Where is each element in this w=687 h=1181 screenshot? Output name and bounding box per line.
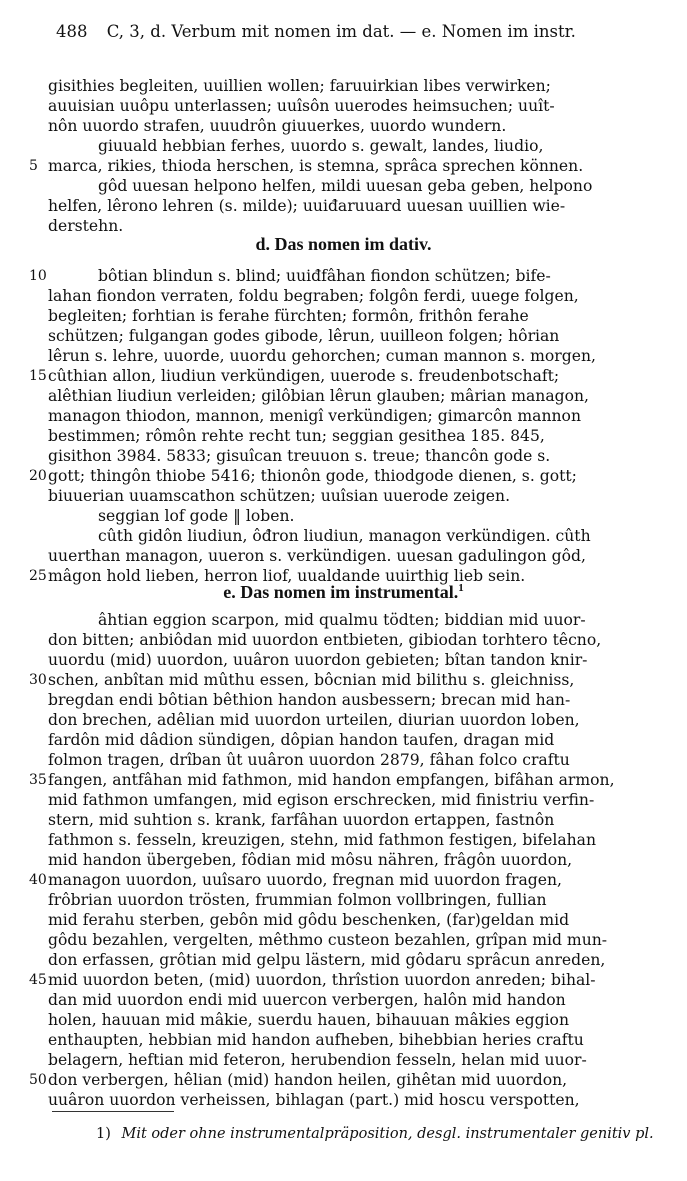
- line-text: gôd uuesan helpono helfen, mildi uuesan geba geben, helpono: [98, 177, 593, 195]
- line-text: mid uuordon beten, (mid) uuordon, thrîstion uuordon anreden; bihal-: [48, 971, 596, 989]
- line-number: 25: [29, 568, 47, 584]
- line-text: marca, rikies, thioda herschen, is stemna, sprâca sprechen können.: [48, 157, 584, 175]
- line-text: belagern, heftian mid feteron, herubendion fesseln, helan mid uuor-: [48, 1051, 587, 1069]
- text-line: [0, 156, 687, 176]
- footnote-rule: [52, 1111, 174, 1112]
- section-heading-dativ: d. Das nomen im dativ.: [255, 234, 432, 254]
- text-line: [0, 326, 687, 346]
- text-line: [0, 116, 687, 136]
- line-text: gisithies begleiten, uuillien wollen; faruuirkian libes verwirken;: [48, 77, 551, 95]
- line-text: mâgon hold lieben, herron liof, uualdande uuirthig lieb sein.: [48, 567, 526, 585]
- line-number: 20: [29, 468, 47, 484]
- line-text: derstehn.: [48, 217, 124, 235]
- line-number: 10: [29, 268, 47, 284]
- line-text: alêthian liudiun verleiden; gilôbian lêrun glauben; mârian managon,: [48, 387, 590, 405]
- text-line: [0, 96, 687, 116]
- text-line: [0, 850, 687, 870]
- line-text: frôbrian uuordon trösten, frummian folmon vollbringen, fullian: [48, 891, 547, 909]
- text-line: [0, 196, 687, 216]
- line-text: dan mid uuordon endi mid uuercon verbergen, halôn mid handon: [48, 991, 566, 1009]
- line-text: enthaupten, hebbian mid handon aufheben, bihebbian heries craftu: [48, 1031, 584, 1049]
- text-line: [0, 1050, 687, 1070]
- text-line: [0, 386, 687, 406]
- line-number: 35: [29, 772, 47, 788]
- text-line: [0, 406, 687, 426]
- line-text: uuâron uuordon verheissen, bihlagan (part.) mid hoscu verspotten,: [48, 1091, 580, 1109]
- line-number: 40: [29, 872, 47, 888]
- text-line: [0, 1030, 687, 1050]
- line-text: cûth gidôn liudiun, ôđron liudiun, managon verkündigen. cûth: [98, 527, 591, 545]
- section-heading-instrumental: e. Das nomen im instrumental.$^1$: [223, 582, 464, 602]
- text-line: [0, 750, 687, 770]
- running-header: [56, 22, 656, 46]
- line-number: 15: [29, 368, 47, 384]
- text-line: [0, 486, 687, 506]
- text-line: [0, 770, 687, 790]
- line-text: holen, hauuan mid mâkie, suerdu hauen, bihauuan mâkies eggion: [48, 1011, 569, 1029]
- footnote-text: Mit oder ohne instrumentalpräposition, desgl. instrumentaler genitiv pl.: [121, 1126, 654, 1142]
- line-text: managon thiodon, mannon, menigî verkündigen; gimarcôn mannon: [48, 407, 581, 425]
- text-line: [0, 176, 687, 196]
- footnote-reference: 1: [458, 582, 464, 594]
- text-line: [0, 466, 687, 486]
- text-line: [0, 1090, 687, 1110]
- text-line: [0, 76, 687, 96]
- line-text: gott; thingôn thiobe 5416; thionôn gode, thiodgode dienen, s. gott;: [48, 467, 577, 485]
- line-text: don erfassen, grôtian mid gelpu lästern, mid gôdaru sprâcun anreden,: [48, 951, 606, 969]
- text-line: [0, 216, 687, 236]
- text-line: [0, 506, 687, 526]
- line-text: bregdan endi bôtian bêthion handon ausbessern; brecan mid han-: [48, 691, 571, 709]
- line-text: uuordu (mid) uuordon, uuâron uuordon gebieten; bîtan tandon knir-: [48, 651, 588, 669]
- line-text: mid fathmon umfangen, mid egison erschrecken, mid finistriu verfin-: [48, 791, 595, 809]
- text-line: [0, 426, 687, 446]
- text-line: [0, 610, 687, 630]
- line-text: helfen, lêrono lehren (s. milde); uuiđaruuard uuesan uuillien wie-: [48, 197, 566, 215]
- line-text: fangen, antfâhan mid fathmon, mid handon empfangen, bifâhan armon,: [48, 771, 615, 789]
- text-line: [0, 346, 687, 366]
- running-title: C, 3, d. Verbum mit nomen im dat. — e. Nomen im instr.: [106, 22, 576, 41]
- line-text: schützen; fulgangan godes gibode, lêrun, uuilleon folgen; hôrian: [48, 327, 560, 345]
- line-text: mid ferahu sterben, gebôn mid gôdu beschenken, (far)geldan mid: [48, 911, 570, 929]
- text-line: [0, 790, 687, 810]
- line-text: stern, mid suhtion s. krank, farfâhan uuordon ertappen, fastnôn: [48, 811, 555, 829]
- text-line: [0, 546, 687, 566]
- text-line: [0, 1070, 687, 1090]
- text-line: [0, 970, 687, 990]
- footnote: [96, 1126, 654, 1142]
- line-text: nôn uuordo strafen, uuudrôn giuuerkes, uuordo wundern.: [48, 117, 507, 135]
- text-line: [0, 650, 687, 670]
- text-line: [0, 990, 687, 1010]
- text-line: [0, 366, 687, 386]
- line-text: cûthian allon, liudiun verkündigen, uuerode s. freudenbotschaft;: [48, 367, 560, 385]
- text-line: [0, 630, 687, 650]
- line-text: managon uuordon, uuîsaro uuordo, fregnan mid uuordon fragen,: [48, 871, 562, 889]
- text-line: [0, 446, 687, 466]
- text-line: [0, 890, 687, 910]
- text-line: [0, 930, 687, 950]
- text-line: [0, 306, 687, 326]
- text-line: [0, 526, 687, 546]
- text-line: [0, 266, 687, 286]
- line-number: 5: [29, 158, 38, 174]
- line-text: mid handon übergeben, fôdian mid môsu nähren, frâgôn uuordon,: [48, 851, 573, 869]
- text-line: [0, 670, 687, 690]
- line-text: don verbergen, hêlian (mid) handon heilen, gihêtan mid uuordon,: [48, 1071, 568, 1089]
- line-text: schen, anbîtan mid mûthu essen, bôcnian mid bilithu s. gleichniss,: [48, 671, 575, 689]
- text-line: [0, 1010, 687, 1030]
- text-line: [0, 286, 687, 306]
- page-number: 488: [56, 22, 88, 41]
- line-text: begleiten; forhtian is ferahe fürchten; formôn, frithôn ferahe: [48, 307, 529, 325]
- line-text: auuisian uuôpu unterlassen; uuîsôn uuerodes heimsuchen; uuît-: [48, 97, 555, 115]
- line-text: don bitten; anbiôdan mid uuordon entbieten, gibiodan torhtero têcno,: [48, 631, 602, 649]
- line-number: 50: [29, 1072, 47, 1088]
- text-line: [0, 810, 687, 830]
- line-text: biuuerian uuamscathon schützen; uuîsian uuerode zeigen.: [48, 487, 511, 505]
- text-line: [0, 690, 687, 710]
- line-text: bestimmen; rômôn rehte recht tun; seggian gesithea 185. 845,: [48, 427, 545, 445]
- text-line: [0, 710, 687, 730]
- text-line: [0, 830, 687, 850]
- line-text: don brechen, adêlian mid uuordon urteilen, diurian uuordon loben,: [48, 711, 580, 729]
- text-line: [0, 870, 687, 890]
- line-text: lahan fiondon verraten, foldu begraben; folgôn ferdi, uuege folgen,: [48, 287, 579, 305]
- line-text: bôtian blindun s. blind; uuiđfâhan fiondon schützen; bife-: [98, 267, 551, 285]
- line-text: gôdu bezahlen, vergelten, mêthmo custeon bezahlen, grîpan mid mun-: [48, 931, 608, 949]
- line-text: âhtian eggion scarpon, mid qualmu tödten; biddian mid uuor-: [98, 611, 586, 629]
- line-text: gisithon 3984. 5833; gisuîcan treuuon s. treue; thancôn gode s.: [48, 447, 551, 465]
- line-text: seggian lof gode ‖ loben.: [98, 507, 295, 525]
- text-line: [0, 910, 687, 930]
- line-text: fardôn mid dâdion sündigen, dôpian handon taufen, dragan mid: [48, 731, 555, 749]
- line-number: 45: [29, 972, 47, 988]
- line-text: folmon tragen, drîban ût uuâron uuordon 2879, fâhan folco craftu: [48, 751, 570, 769]
- line-text: fathmon s. fesseln, kreuzigen, stehn, mid fathmon festigen, bifelahan: [48, 831, 597, 849]
- line-text: lêrun s. lehre, uuorde, uuordu gehorchen; cuman mannon s. morgen,: [48, 347, 596, 365]
- text-line: [0, 136, 687, 156]
- line-text: uuerthan managon, uueron s. verkündigen. uuesan gadulingon gôd,: [48, 547, 586, 565]
- footnote-mark: 1): [96, 1126, 111, 1142]
- line-text: giuuald hebbian ferhes, uuordo s. gewalt, landes, liudio,: [98, 137, 544, 155]
- text-line: [0, 950, 687, 970]
- text-line: [0, 730, 687, 750]
- line-number: 30: [29, 672, 47, 688]
